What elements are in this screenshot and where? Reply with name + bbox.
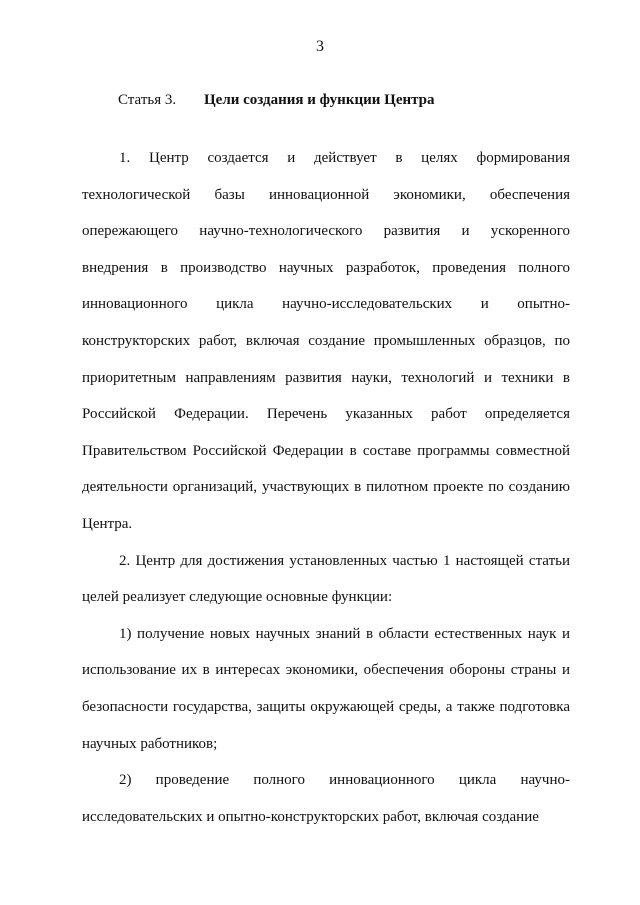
article-label: Статья 3.: [118, 92, 177, 108]
article-body: [82, 140, 570, 835]
page-number: 3: [316, 38, 324, 55]
paragraph-part-1: 1. Центр создается и действует в целях формирования технологической базы инновационной экономики, обеспечения опережающего научно-технологического развития и ускоренного внедрения в производство научных разработок, проведения полного инновационного цикла научно-исследовательских и опытно-конструкторских работ, включая создание промышленных образцов, по приоритетным направлениям развития науки, технологий и техники в Российской Федерации. Перечень указанных работ определяется Правительством Российской Федерации в составе программы совместной деятельности организаций, участвующих в пилотном проекте по созданию Центра.: [82, 150, 570, 532]
paragraph-part-2: 2. Центр для достижения установленных частью 1 настоящей статьи целей реализует следующие основные функции:: [82, 552, 570, 606]
article-heading: [118, 92, 435, 109]
article-title: Цели создания и функции Центра: [204, 92, 435, 108]
paragraph-item-2: 2) проведение полного инновационного цикла научно-исследовательских и опытно-конструкторских работ, включая создание: [82, 772, 570, 825]
paragraph-item-1: 1) получение новых научных знаний в области естественных наук и использование их в интересах экономики, обеспечения обороны страны и безопасности государства, защиты окружающей среды, а также подготовка научных работников;: [82, 625, 570, 752]
